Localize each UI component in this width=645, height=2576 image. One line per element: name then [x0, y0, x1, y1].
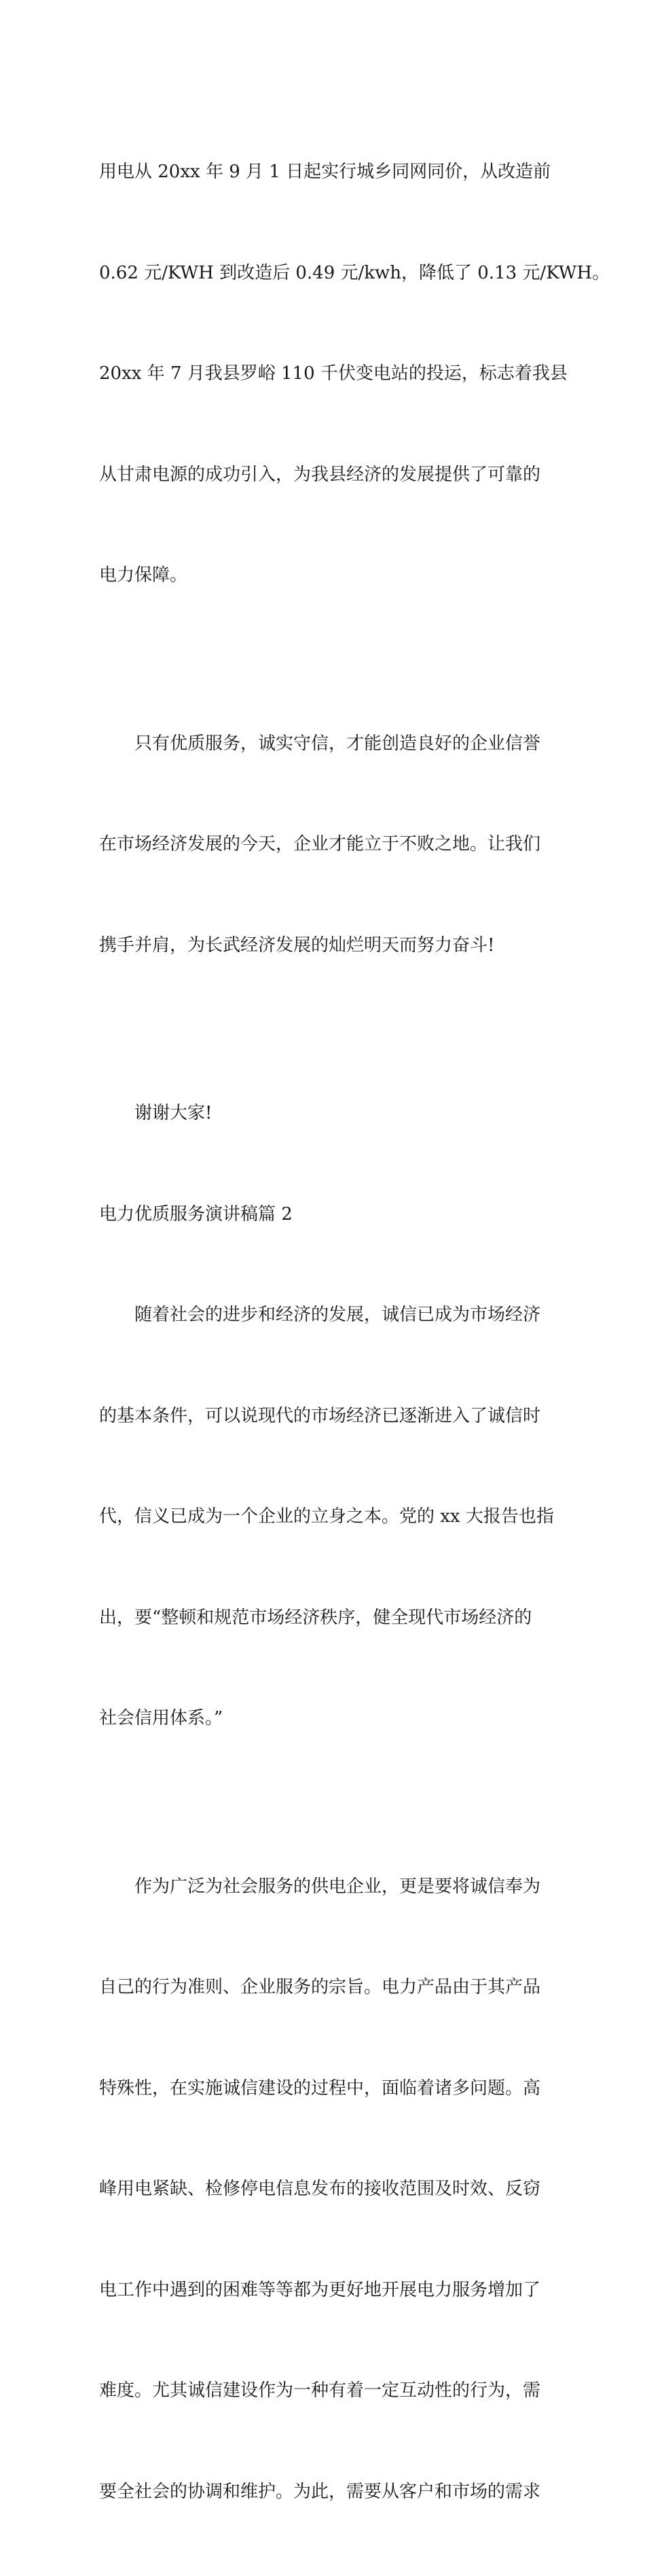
paragraph-power-price	[99, 88, 551, 660]
paragraph-integrity	[99, 1231, 551, 1803]
paragraph-power-enterprise	[99, 1803, 551, 2576]
text-line: 电工作中遇到的困难等等都为更好地开展电力服务增加了	[99, 2274, 551, 2308]
text-line: 在市场经济发展的今天，企业才能立于不败之地。让我们	[99, 828, 551, 862]
text-line: 0.62 元/KWH 到改造后 0.49 元/kwh，降低了 0.13 元/KWH。	[99, 257, 551, 291]
document-page	[0, 0, 645, 913]
paragraph-quality-service	[99, 660, 551, 1030]
text-line: 携手并肩，为长武经济发展的灿烂明天而努力奋斗!	[99, 929, 551, 963]
text-line: 要全社会的协调和维护。为此，需要从客户和市场的需求	[99, 2475, 551, 2509]
text-line: 随着社会的进步和经济的发展，诚信已成为市场经济	[99, 1299, 551, 1332]
text-line: 只有优质服务，诚实守信，才能创造良好的企业信誉	[99, 727, 551, 761]
text-line: 的基本条件，可以说现代的市场经济已逐渐进入了诚信时	[99, 1400, 551, 1434]
text-line: 社会信用体系。”	[99, 1702, 551, 1736]
section-heading: 电力优质服务演讲稿篇 2	[99, 1198, 551, 1232]
text-line: 作为广泛为社会服务的供电企业，更是要将诚信奉为	[99, 1870, 551, 1904]
text-line: 用电从 20xx 年 9 月 1 日起实行城乡同网同价，从改造前	[99, 156, 551, 189]
text-line: 难度。尤其诚信建设作为一种有着一定互动性的行为，需	[99, 2374, 551, 2408]
paragraph-thanks	[99, 1030, 551, 1198]
text-line: 从甘肃电源的成功引入，为我县经济的发展提供了可靠的	[99, 458, 551, 492]
document-body	[99, 88, 551, 2576]
text-line: 谢谢大家!	[99, 1097, 551, 1131]
text-line: 电力保障。	[99, 559, 551, 593]
text-line: 特殊性，在实施诚信建设的过程中，面临着诸多问题。高	[99, 2072, 551, 2106]
text-line: 自己的行为准则、企业服务的宗旨。电力产品由于其产品	[99, 1971, 551, 2005]
text-line: 峰用电紧缺、检修停电信息发布的接收范围及时效、反窃	[99, 2173, 551, 2207]
text-line: 代，信义已成为一个企业的立身之本。党的 xx 大报告也指	[99, 1500, 551, 1534]
text-line: 出，要“整顿和规范市场经济秩序，健全现代市场经济的	[99, 1601, 551, 1635]
text-line: 20xx 年 7 月我县罗峪 110 千伏变电站的投运，标志着我县	[99, 357, 551, 391]
